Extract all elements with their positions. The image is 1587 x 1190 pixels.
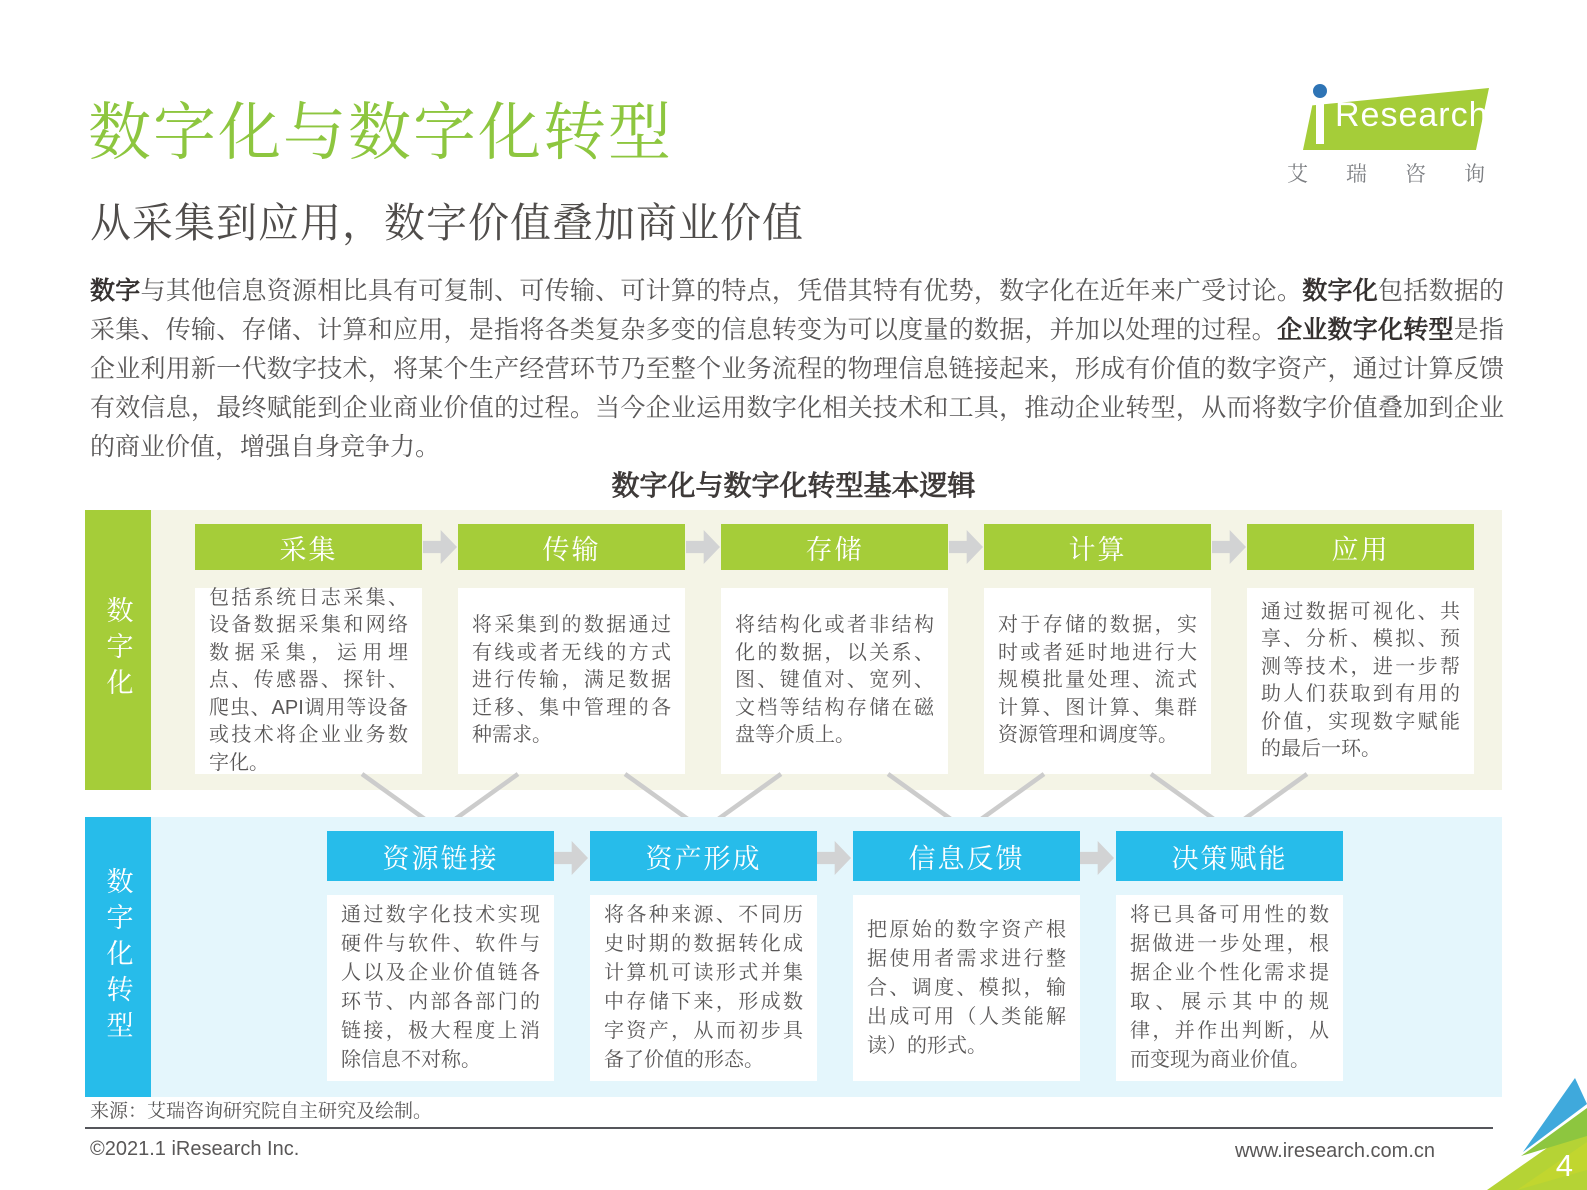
step-application-desc: 通过数据可视化、共享、分析、模拟、预测等技术，进一步帮助人们获取到有用的价值，实现数字赋能的最后一环。 — [1247, 588, 1474, 774]
transform-asset-formation-header: 资产形成 — [590, 831, 817, 881]
footer-copyright: ©2021.1 iResearch Inc. — [90, 1138, 300, 1160]
transform-info-feedback-desc: 把原始的数字资产根据使用者需求进行整合、调度、模拟，输出成可用（人类能解读）的形式。 — [853, 895, 1080, 1081]
transform-asset-formation — [590, 817, 817, 1097]
digitization-row — [85, 510, 1502, 790]
transformation-sidebar-label: 数字化转型 — [85, 817, 151, 1097]
step-computation — [984, 510, 1211, 790]
intro-bold-run: 企业数字化转型 — [1276, 316, 1454, 344]
step-transmission-header: 传输 — [458, 524, 685, 570]
transform-info-feedback — [853, 817, 1080, 1097]
digitization-sidebar-label: 数字化 — [85, 510, 151, 790]
logo-brand-text: Research — [1335, 96, 1489, 134]
arrow-right-icon — [949, 530, 983, 564]
intro-run: 包括数据的采集、传输、存储、计算和应用，是指将各类复杂多变的信息转变为可以度量的数据，并加以处理的过程。 — [90, 277, 1504, 344]
arrow-right-icon — [554, 841, 588, 875]
step-storage-desc: 将结构化或者非结构化的数据，以关系、图、键值对、宽列、文档等结构存储在磁盘等介质上。 — [721, 588, 948, 774]
intro-paragraph — [90, 272, 1504, 467]
step-collection — [195, 510, 422, 790]
iresearch-logo — [1283, 82, 1523, 186]
step-application — [1247, 510, 1474, 790]
arrow-right-icon — [817, 841, 851, 875]
arrow-right-icon — [1212, 530, 1246, 564]
step-storage — [721, 510, 948, 790]
page-number: 4 — [1555, 1148, 1573, 1183]
intro-bold-run: 数字化 — [1302, 277, 1378, 305]
intro-bold-run: 数字 — [90, 277, 141, 305]
step-collection-header: 采集 — [195, 524, 422, 570]
transform-resource-linking-header: 资源链接 — [327, 831, 554, 881]
logo-i-stem-icon — [1316, 104, 1324, 144]
transform-decision-empowerment-header: 决策赋能 — [1116, 831, 1343, 881]
transformation-row — [85, 817, 1502, 1097]
transform-resource-linking-desc: 通过数字化技术实现硬件与软件、软件与人以及企业价值链各环节、内部各部门的链接，极大程度上消除信息不对称。 — [327, 895, 554, 1081]
step-storage-header: 存储 — [721, 524, 948, 570]
intro-run: 与其他信息资源相比具有可复制、可传输、可计算的特点，凭借其特有优势，数字化在近年来广受讨论。 — [140, 277, 1303, 305]
step-transmission — [458, 510, 685, 790]
transform-resource-linking — [327, 817, 554, 1097]
step-computation-header: 计算 — [984, 524, 1211, 570]
source-note: 来源：艾瑞咨询研究院自主研究及绘制。 — [90, 1101, 433, 1122]
logo-chinese-name: 艾瑞咨询 — [1287, 163, 1523, 186]
logo-i-dot-icon — [1313, 84, 1327, 98]
transform-decision-empowerment-desc: 将已具备可用性的数据做进一步处理，根据企业个性化需求提取、展示其中的规律，并作出判断，从而变现为商业价值。 — [1116, 895, 1343, 1081]
footer-divider — [85, 1127, 1493, 1129]
step-computation-desc: 对于存储的数据，实时或者延时地进行大规模批量处理、流式计算、图计算、集群资源管理和调度等。 — [984, 588, 1211, 774]
step-transmission-desc: 将采集到的数据通过有线或者无线的方式进行传输，满足数据迁移、集中管理的各种需求。 — [458, 588, 685, 774]
transform-info-feedback-header: 信息反馈 — [853, 831, 1080, 881]
footer-website-link[interactable]: www.iresearch.com.cn — [1234, 1140, 1435, 1162]
transform-asset-formation-desc: 将各种来源、不同历史时期的数据转化成计算机可读形式并集中存储下来，形成数字资产，从而初步具备了价值的形态。 — [590, 895, 817, 1081]
step-collection-desc: 包括系统日志采集、设备数据采集和网络数据采集，运用埋点、传感器、探针、爬虫、API调用等设备或技术将企业业务数字化。 — [195, 588, 422, 774]
page-title: 数字化与数字化转型 — [88, 98, 673, 168]
arrow-right-icon — [1080, 841, 1114, 875]
transform-decision-empowerment — [1116, 817, 1343, 1097]
intro-run: 是指企业利用新一代数字技术，将某个生产经营环节乃至整个业务流程的物理信息链接起来，形成有价值的数字资产，通过计算反馈有效信息，最终赋能到企业商业价值的过程。当今企业运用数字化相关技术和工具，推动企业转型，从而将数字价值叠加到企业的商业价值，增强自身竞争力。 — [90, 316, 1504, 461]
diagram-title: 数字化与数字化转型基本逻辑 — [611, 470, 976, 501]
arrow-right-icon — [423, 530, 457, 564]
step-application-header: 应用 — [1247, 524, 1474, 570]
page-subtitle: 从采集到应用，数字价值叠加商业价值 — [90, 200, 804, 246]
arrow-right-icon — [686, 530, 720, 564]
